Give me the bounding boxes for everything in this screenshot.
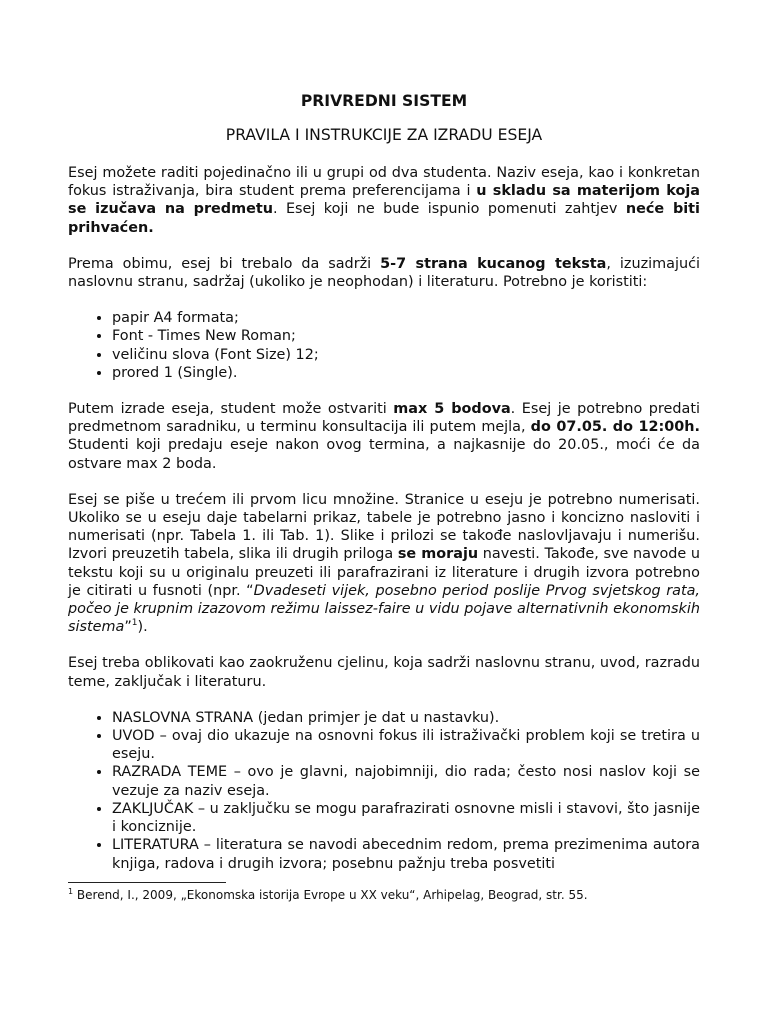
text-run: . Esej je potrebno predati predmetnom saradniku, u terminu konsultacija ili putem mejla,: [68, 401, 700, 436]
paragraph-intro: [68, 164, 700, 237]
text-run: navesti. Takođe, sve navode u tekstu koji su u originalu preuzeti ili parafrazirani iz literature i drugih izvora potrebno je citirati u fusnoti (npr. “: [68, 546, 701, 599]
paragraph-points: [68, 400, 700, 473]
list-item: • NASLOVNA STRANA (jedan primjer je dat u nastavku).: [112, 709, 700, 727]
list-item: • UVOD – ovaj dio ukazuje na osnovni fokus ili istraživački problem koji se tretira u eseju.: [112, 727, 700, 763]
list-item: • veličinu slova (Font Size) 12;: [112, 346, 700, 364]
text-run: Esej se piše u trećem ili prvom licu množine. Stranice u eseju je potrebno numerisati. Ukoliko se u eseju daje tabelarni prikaz, tabele je potrebno jasno i koncizno nasloviti i numerisati (npr. Tabela 1. ili Tab. 1). Slike i prilozi se takođe naslovljavaju i numerišu. Izvori preuzetih tabela, slika ili drugih priloga: [68, 491, 700, 563]
footnote-ref[interactable]: 1: [131, 618, 138, 629]
list-item: • ZAKLJUČAK – u zaključku se mogu parafrazirati osnovne misli i stavovi, što jasnije i konciznije.: [112, 800, 700, 836]
bold-run: max 5 bodova: [393, 401, 511, 418]
footnote-number: 1: [68, 887, 74, 896]
bold-run: u skladu sa materijom koja se izučava na predmetu: [68, 183, 700, 218]
text-run: . Esej koji ne bude ispunio pomenuti zahtjev: [272, 201, 626, 218]
list-item: • RAZRADA TEME – ovo je glavni, najobimniji, dio rada; često nosi naslov koji se vezuje za naziv eseja.: [112, 763, 700, 799]
text-run: , izuzimajući naslovnu stranu, sadržaj (ukoliko je neophodan) i literaturu. Potrebno je koristiti:: [68, 255, 700, 291]
footnote: [68, 887, 700, 903]
text-run: ).: [137, 619, 148, 636]
text-run: Prema obimu, esej bi trebalo da sadrži: [68, 255, 381, 272]
list-item: • prored 1 (Single).: [112, 364, 700, 382]
paragraph-scope: [68, 255, 700, 291]
list-item: • LITERATURA – literatura se navodi abecednim redom, prema prezimenima autora knjiga, radova i drugih izvora; posebnu pažnju treba posvetiti: [112, 836, 700, 872]
bold-run: neće biti prihvaćen.: [68, 201, 700, 236]
text-run: ”: [124, 619, 132, 636]
paragraph-structure: Esej treba oblikovati kao zaokruženu cjelinu, koja sadrži naslovnu stranu, uvod, razradu teme, zaključak i literaturu.: [68, 655, 700, 690]
list-item: • papir A4 formata;: [112, 309, 700, 327]
document-body: [68, 164, 700, 891]
formatting-list: [68, 309, 700, 382]
structure-list: [68, 709, 700, 873]
text-run: Esej možete raditi pojedinačno ili u grupi od dva studenta. Naziv eseja, kao i konkretan fokus istraživanja, bira student prema preferencijama i: [68, 165, 700, 200]
bold-run: do 07.05. do 12:00h.: [530, 419, 700, 436]
bold-run: se moraju: [397, 546, 479, 563]
italic-quote: Dvadeseti vijek, posebno period poslije Prvog svjetskog rata, počeo je krupnim izazovom režimu laissez-faire u vidu pojave alternativnih ekonomskih sistema: [68, 582, 700, 636]
text-run: Studenti koji predaju eseje nakon ovog termina, a najkasnije do 20.05., moći će da ostvare max 2 boda.: [68, 437, 700, 472]
footnote-divider: [68, 882, 226, 883]
paragraph-citations: [68, 491, 700, 637]
page-title: PRIVREDNI SISTEM: [300, 92, 468, 110]
footnote-text: Berend, I., 2009, „Ekonomska istorija Evrope u XX veku“, Arhipelag, Beograd, str. 55.: [73, 888, 588, 902]
bold-run: 5-7 strana kucanog teksta: [380, 255, 607, 272]
text-run: Putem izrade eseja, student može ostvariti: [68, 401, 394, 418]
page-subtitle: PRAVILA I INSTRUKCIJE ZA IZRADU ESEJA: [225, 126, 543, 144]
list-item: • Font - Times New Roman;: [112, 327, 700, 345]
